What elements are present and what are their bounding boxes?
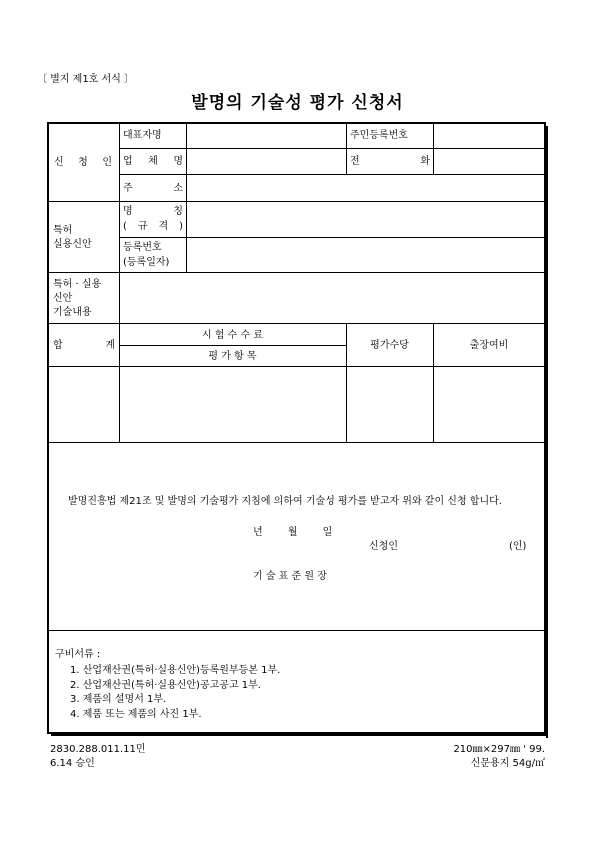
required-documents-title: 구비서류 :	[55, 649, 101, 660]
paper-type: 신문용지 54g/㎡	[470, 758, 545, 769]
divider	[48, 323, 545, 324]
divider	[119, 123, 120, 442]
divider	[119, 148, 545, 149]
registration-field[interactable]	[188, 239, 544, 271]
approval-note: 6.14 승인	[50, 758, 95, 769]
phone-label: 전 화	[350, 156, 430, 167]
tech-content-field[interactable]	[121, 274, 544, 322]
form-title: 발명의 기술성 평가 신청서	[191, 93, 404, 113]
travel-expense-label: 출장여비	[469, 340, 509, 351]
phone-field[interactable]	[435, 150, 544, 173]
travel-expense-field[interactable]	[435, 368, 544, 441]
divider	[48, 630, 545, 631]
divider	[48, 442, 545, 443]
test-fee-label: 시 험 수 수 료	[201, 330, 263, 341]
divider	[433, 123, 434, 174]
table-shadow-bottom	[51, 734, 548, 736]
evaluation-allowance-label: 평가수당	[370, 340, 409, 351]
tech-content-label: 기술내용	[53, 307, 92, 318]
evaluation-allowance-field[interactable]	[348, 368, 432, 441]
invention-spec-label: ( 규 격 )	[123, 221, 183, 232]
paper-size: 210㎜×297㎜ ' 99.	[453, 744, 545, 755]
tech-content-label: 특허 · 실용	[53, 279, 102, 290]
declaration-text: 발명진흥법 제21조 및 발명의 기술평가 지침에 의하여 기술성 평가를 받고자 위와 같이 신청 합니다.	[68, 496, 502, 507]
form-code: 2830.288.011.11민	[50, 744, 146, 755]
tech-content-label: 신안	[53, 293, 73, 304]
date-label: 년 월 일	[253, 527, 333, 538]
required-document-item: 3. 제품의 설명서 1부.	[70, 694, 167, 705]
applicant-signature-label: 신청인	[369, 541, 398, 552]
resident-number-label: 주민등록번호	[350, 130, 408, 141]
divider	[186, 123, 187, 272]
divider	[119, 345, 346, 346]
divider	[119, 237, 545, 238]
applicant-section-label: 신 청 인	[54, 157, 112, 168]
invention-name-field[interactable]	[188, 203, 544, 236]
required-document-item: 2. 산업재산권(특허·실용신안)공고공고 1부.	[70, 680, 261, 691]
address-field[interactable]	[188, 176, 544, 200]
required-document-item: 1. 산업재산권(특허·실용신안)등록원부등본 1부.	[70, 665, 281, 676]
company-field[interactable]	[188, 150, 344, 173]
registration-number-label: 등록번호	[123, 242, 162, 253]
invention-section-label: 특허	[53, 225, 73, 236]
seal-mark: (인)	[509, 541, 527, 552]
total-amount-field[interactable]	[49, 368, 118, 441]
address-label: 주 소	[123, 183, 183, 194]
representative-field[interactable]	[188, 124, 344, 147]
divider	[119, 174, 545, 175]
invention-name-label: 명 칭	[123, 206, 183, 217]
applicant-signature-field[interactable]	[410, 536, 500, 554]
form-number-label: 〔 별지 제1호 서식 〕	[37, 74, 135, 85]
divider	[346, 123, 347, 174]
total-label: 합 계	[53, 340, 115, 351]
evaluation-items-label: 평 가 항 목	[208, 351, 257, 362]
divider	[48, 366, 545, 367]
required-document-item: 4. 제품 또는 제품의 사진 1부.	[70, 709, 202, 720]
recipient-label: 기 술 표 준 원 장	[253, 571, 327, 582]
test-fee-field[interactable]	[121, 368, 345, 441]
divider	[48, 201, 545, 202]
representative-label: 대표자명	[123, 130, 162, 141]
invention-section-label: 실용신안	[53, 239, 92, 250]
table-shadow-right	[546, 126, 548, 738]
divider	[48, 272, 545, 273]
company-label: 업 체 명	[123, 156, 183, 167]
resident-number-field[interactable]	[435, 124, 544, 147]
registration-date-label: (등록일자)	[123, 257, 170, 268]
